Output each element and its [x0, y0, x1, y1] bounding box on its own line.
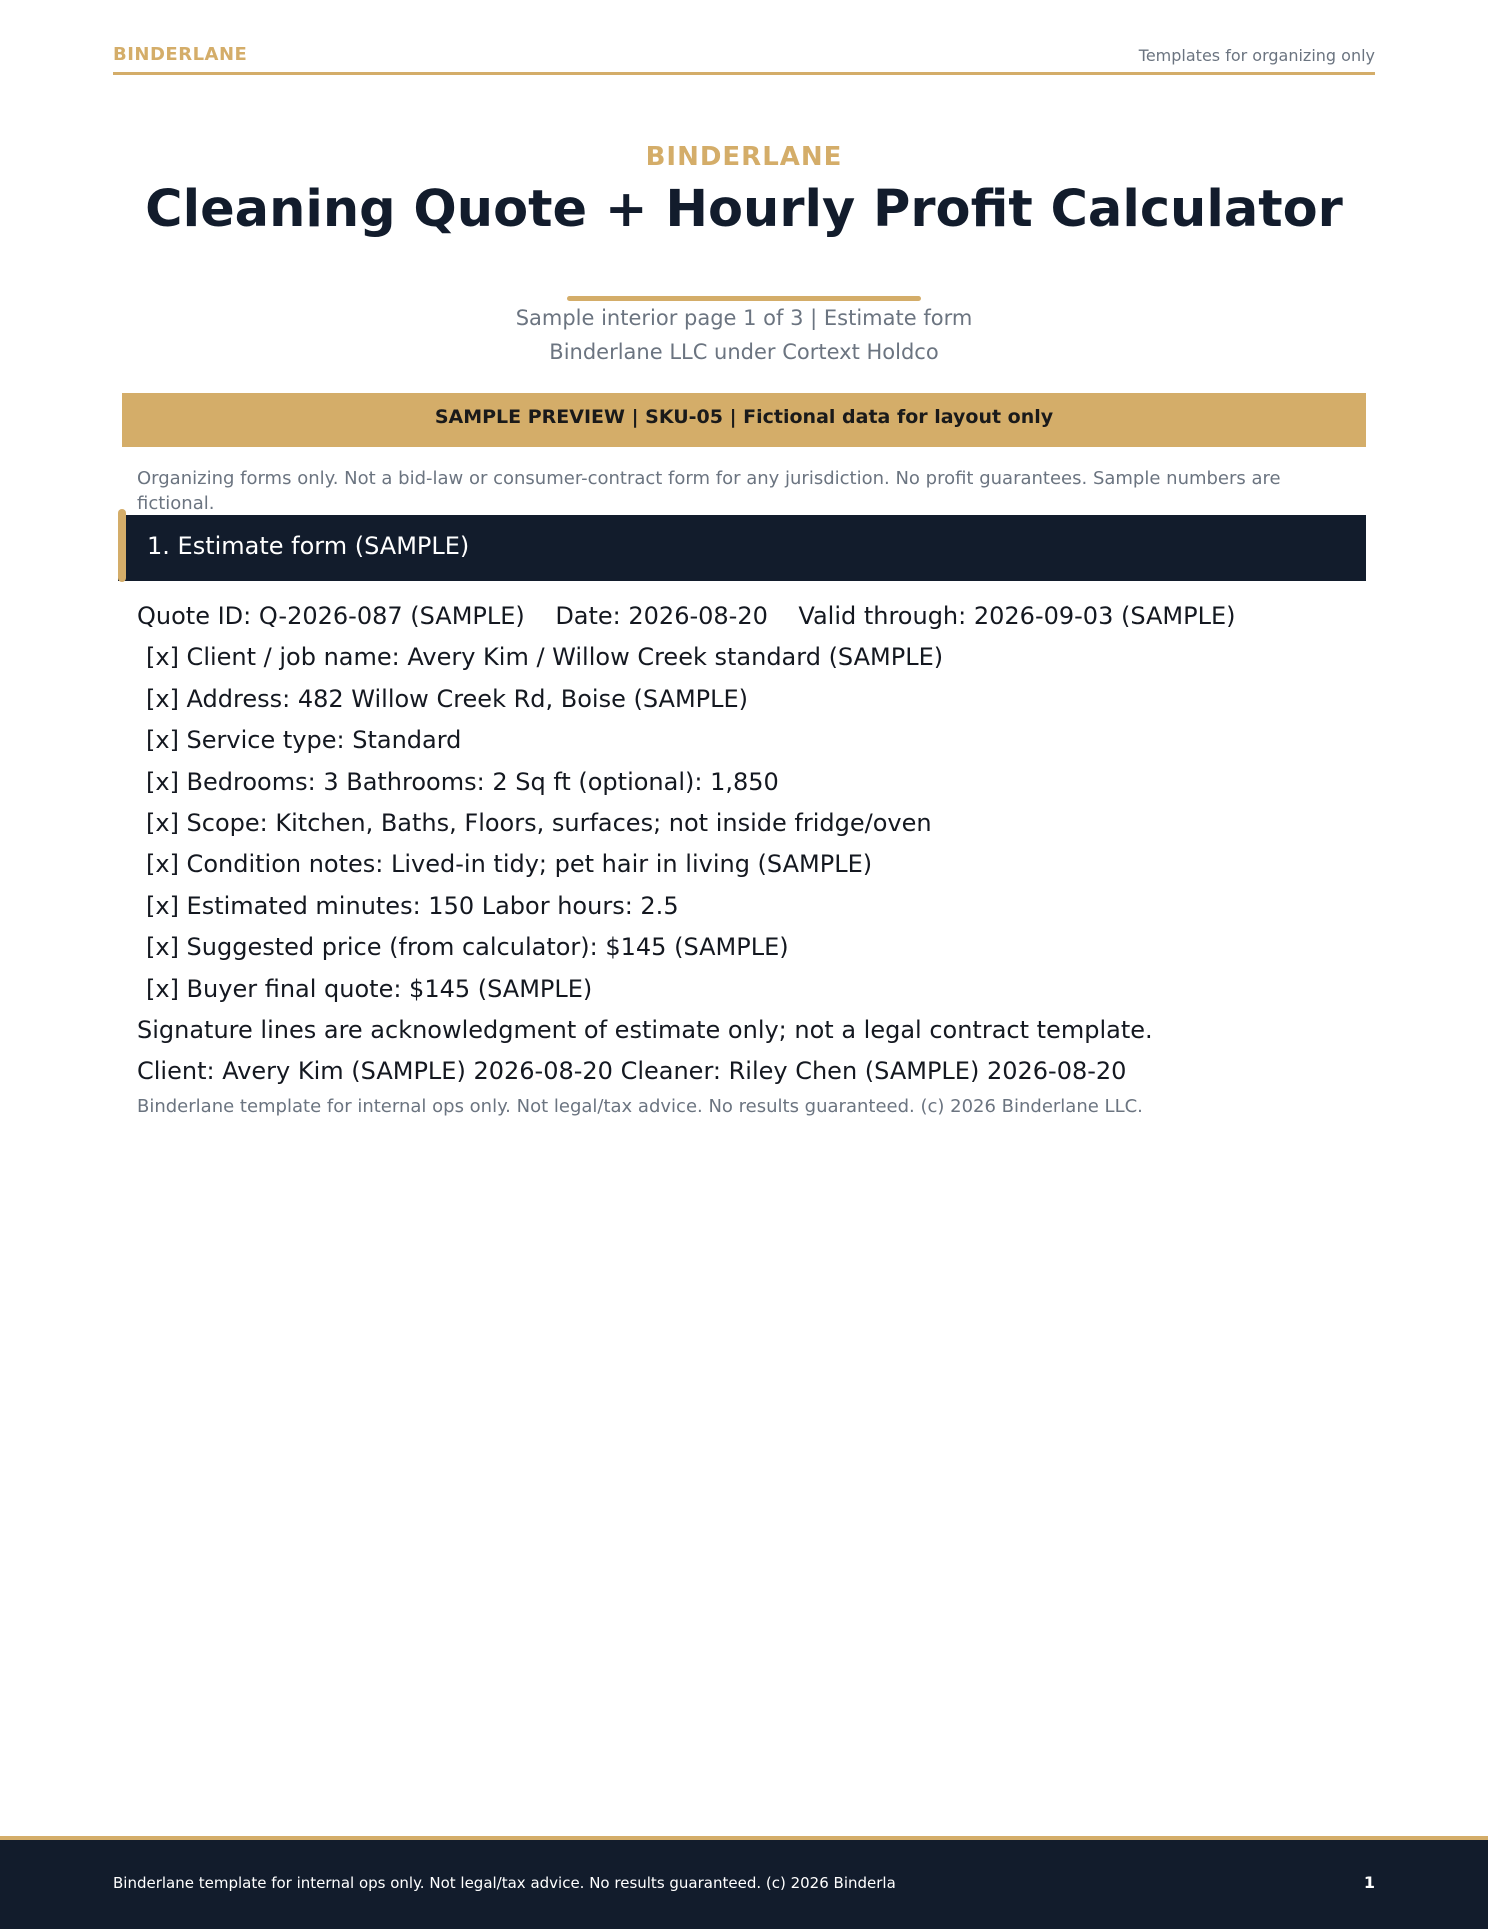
- section-heading: 1. Estimate form (SAMPLE): [147, 532, 470, 560]
- checklist-item-scope: [x] Scope: Kitchen, Baths, Floors, surfaces; not inside fridge/oven: [146, 808, 932, 837]
- checklist-item-rooms: [x] Bedrooms: 3 Bathrooms: 2 Sq ft (optional): 1,850: [146, 767, 779, 796]
- page-number: 1: [1363, 1873, 1375, 1892]
- disclaimer-text: Organizing forms only. Not a bid-law or consumer-contract form for any jurisdiction. No profit guarantees. Sample numbers are fictional.: [137, 468, 1281, 514]
- checklist-item-suggested-price: [x] Suggested price (from calculator): $145 (SAMPLE): [146, 933, 789, 962]
- sample-preview-banner: SAMPLE PREVIEW | SKU-05 | Fictional data for layout only: [122, 393, 1366, 447]
- section-heading-bar: [118, 515, 1366, 581]
- quote-line: Quote ID: Q-2026-087 (SAMPLE) Date: 2026-08-20 Valid through: 2026-09-03 (SAMPLE): [137, 602, 1236, 630]
- signature-line: Client: Avery Kim (SAMPLE) 2026-08-20 Cleaner: Riley Chen (SAMPLE) 2026-08-20: [137, 1057, 1127, 1086]
- checklist-item-time: [x] Estimated minutes: 150 Labor hours: 2.5: [146, 891, 679, 920]
- checklist-item-address: [x] Address: 482 Willow Creek Rd, Boise (SAMPLE): [146, 684, 749, 713]
- running-header: [113, 44, 1375, 75]
- header-brand: BINDERLANE: [113, 44, 248, 65]
- header-tagline: Templates for organizing only: [1138, 46, 1375, 65]
- checklist-item-service-type: [x] Service type: Standard: [146, 726, 462, 755]
- page-footer: [0, 1836, 1488, 1929]
- form-fine-print: Binderlane template for internal ops only. Not legal/tax advice. No results guaranteed. (c) 2026 Binderlane LLC.: [137, 1095, 1143, 1117]
- page-title: Cleaning Quote + Hourly Profit Calculator: [145, 180, 1343, 239]
- title-brand: BINDERLANE: [645, 142, 843, 172]
- footer-text: Binderlane template for internal ops only. Not legal/tax advice. No results guaranteed. (c) 2026 Binderla: [113, 1874, 896, 1892]
- section-accent-bar: [118, 509, 126, 582]
- company-line: Binderlane LLC under Cortext Holdco: [549, 340, 939, 364]
- page-subtitle: Sample interior page 1 of 3 | Estimate form: [515, 306, 973, 330]
- checklist-item-condition: [x] Condition notes: Lived-in tidy; pet hair in living (SAMPLE): [146, 850, 873, 879]
- checklist-item-final-quote: [x] Buyer final quote: $145 (SAMPLE): [146, 974, 593, 1003]
- checklist-item-client: [x] Client / job name: Avery Kim / Willow Creek standard (SAMPLE): [146, 643, 944, 672]
- title-divider: [567, 296, 921, 301]
- estimate-form: [137, 598, 1357, 1117]
- signature-note: Signature lines are acknowledgment of estimate only; not a legal contract template.: [137, 1015, 1153, 1044]
